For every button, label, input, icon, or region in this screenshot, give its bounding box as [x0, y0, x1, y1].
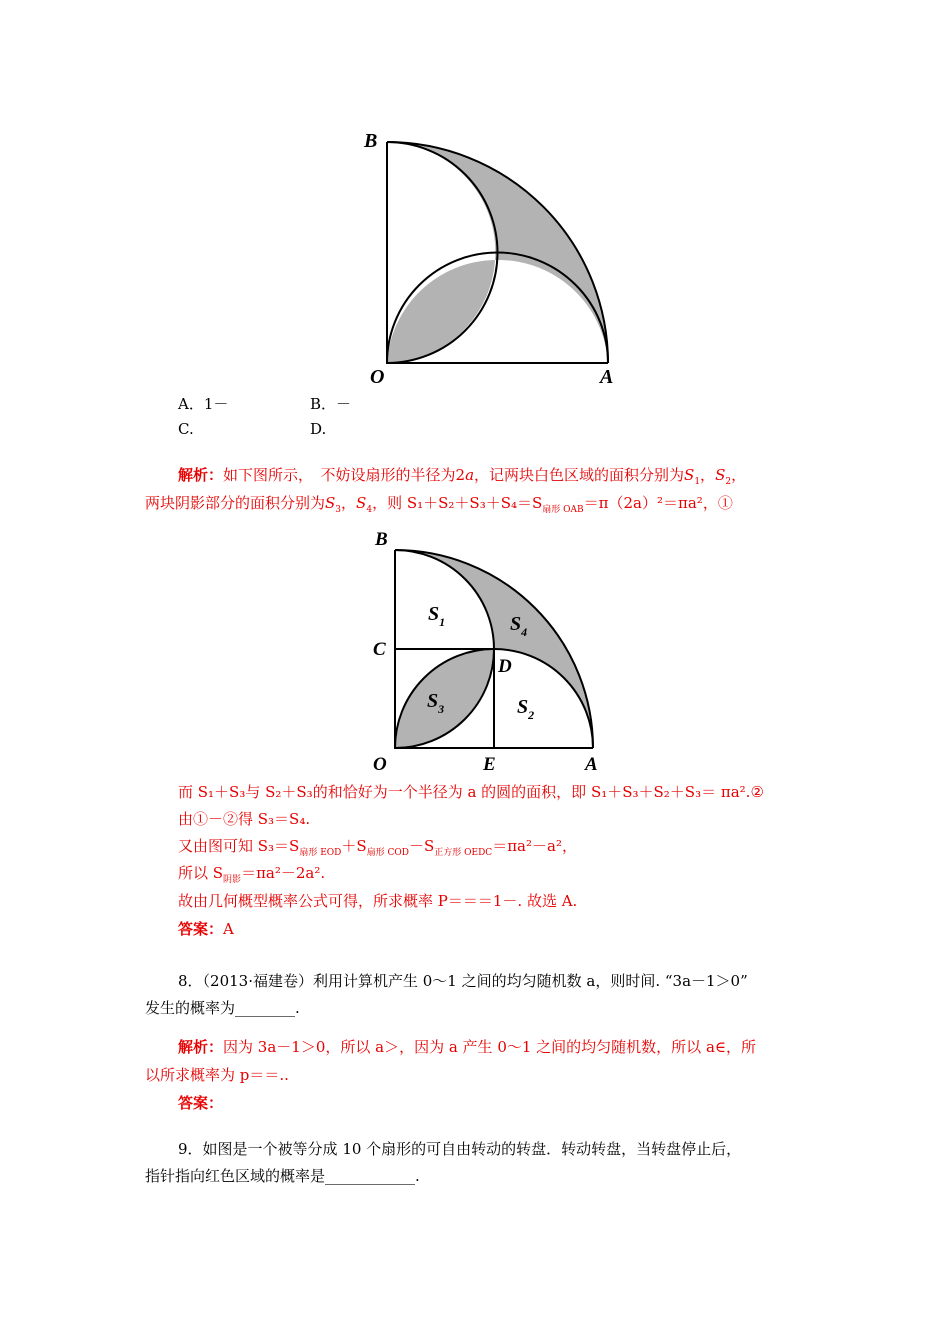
shaded-s3 — [395, 649, 494, 748]
label-d: D — [498, 656, 512, 677]
solution-line-5: 又由图可知 $S_3=S_{扇形 EOD}+S_{扇形 COD}-S_{正方形 OEDC}=\pi a^2-a^2$， — [178, 837, 577, 858]
option-c: C. — [178, 420, 194, 438]
region-s2: $S_2$ — [517, 696, 535, 722]
solution-line-6: 所以 $S_{阴影}=\pi a^2-2a^2$. — [178, 864, 326, 885]
solution-line-7: 故由几何概型概率公式可得，所求概率 P＝＝＝1－. 故选 A. — [178, 892, 578, 910]
question-8-line-2: 发生的概率为________. — [145, 999, 300, 1017]
option-b: B．－ — [310, 395, 352, 413]
solution-8-line-1: 解析：因为 3a－1＞0，所以 a＞，因为 a 产生 0～1 之间的均匀随机数，所以 a∈，所 — [178, 1038, 756, 1056]
figure-quarter-circle-2 — [365, 525, 615, 775]
question-9-line-1: 9．如图是一个被等分成 10 个扇形的可自由转动的转盘．转动转盘，当转盘停止后， — [178, 1140, 742, 1158]
figure-quarter-circle-1 — [360, 125, 630, 390]
solution-line-4: 由①－②得 S₃＝S₄. — [178, 810, 311, 828]
label-c: C — [373, 639, 386, 660]
shaded-lens-lower — [387, 260, 495, 363]
label-b: B — [364, 130, 378, 152]
option-a: A．1－ — [178, 395, 229, 413]
label-o: O — [370, 366, 385, 388]
solution-line-1: 解析：如下图所示， 不妨设扇形的半径为2a，记两块白色区域的面积分别为$S_1$，$S_2$， — [178, 466, 747, 487]
solution-8-line-2: 以所求概率为 p＝＝.. — [145, 1066, 289, 1084]
region-s1: $S_1$ — [428, 603, 446, 629]
option-d: D. — [310, 420, 327, 438]
label-a2: A — [585, 754, 598, 775]
solution-line-3: 而 S₁＋S₃与 S₂＋S₃的和恰好为一个半径为 a 的圆的面积，即 S₁＋S₃＋S₂＋S₃＝ πa².② — [178, 783, 764, 801]
label-o2: O — [373, 754, 387, 775]
region-s4: $S_4$ — [510, 613, 528, 639]
label-b2: B — [375, 529, 388, 550]
region-s3: $S_3$ — [427, 690, 445, 716]
question-8-line-1: 8．（2013·福建卷）利用计算机产生 0～1 之间的均匀随机数 a，则时间. “3a－1＞0” — [178, 972, 748, 990]
label-a: A — [600, 366, 614, 388]
solution-line-2: 两块阴影部分的面积分别为$S_3$，$S_4$，则 $S_1+S_2+S_3+S_4=S_{扇形 OAB}=\pi(2a)^2=\pi a^2$，① — [145, 494, 733, 515]
solution-label: 解析： — [178, 466, 224, 484]
answer-8: 答案： — [178, 1094, 224, 1112]
answer-7: 答案：A — [178, 920, 234, 938]
question-9-line-2: 指针指向红色区域的概率是____________. — [145, 1167, 420, 1185]
label-e: E — [483, 754, 496, 775]
